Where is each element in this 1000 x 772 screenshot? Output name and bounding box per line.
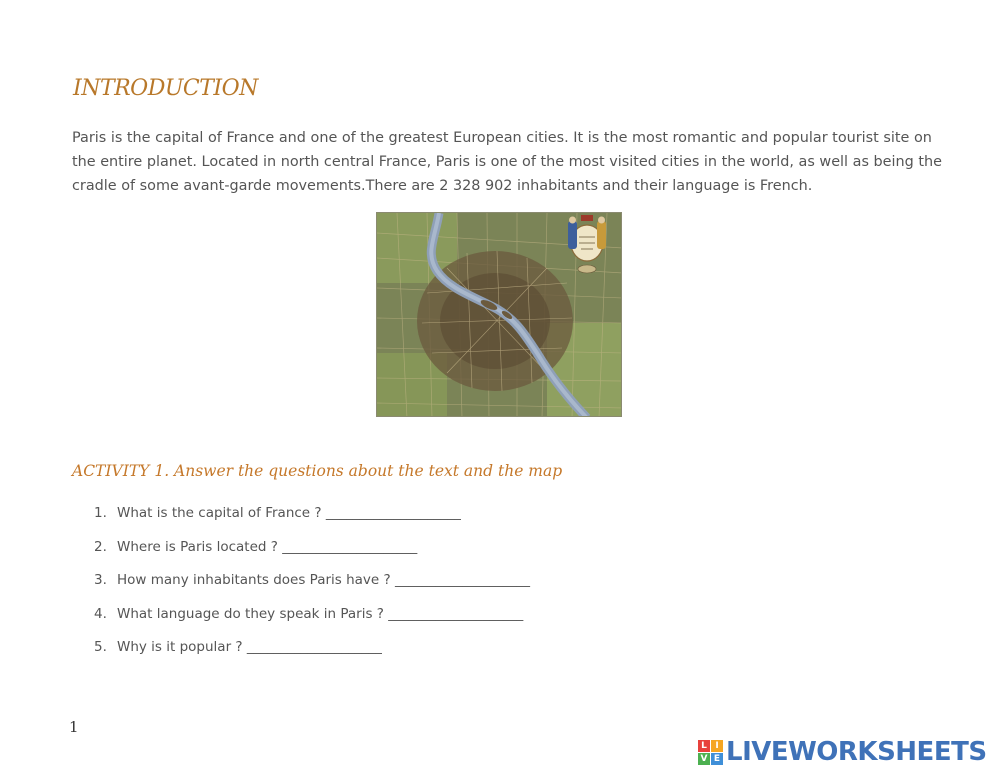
activity-title: ACTIVITY 1. Answer the questions about the text and the map: [72, 462, 563, 480]
question-item: [94, 637, 530, 671]
question-number: 4.: [94, 605, 107, 622]
question-text: Where is Paris located ?: [117, 538, 278, 555]
logo-letter-v: V: [698, 753, 710, 765]
historic-paris-map-icon: [377, 213, 622, 417]
answer-blank[interactable]: ____________________: [246, 639, 382, 655]
paris-map-image: [376, 212, 622, 417]
question-text: What is the capital of France ?: [117, 505, 322, 521]
question-list: [94, 503, 530, 671]
question-text: What language do they speak in Paris ?: [117, 605, 384, 622]
answer-blank[interactable]: ____________________: [282, 538, 418, 555]
answer-blank[interactable]: ____________________: [325, 505, 461, 521]
page-number: 1: [69, 718, 79, 736]
question-number: 1.: [94, 505, 107, 521]
question-number: 2.: [94, 538, 107, 555]
page-heading: INTRODUCTION: [73, 76, 258, 101]
answer-blank[interactable]: ____________________: [394, 572, 530, 588]
question-number: 5.: [94, 639, 107, 655]
logo-letter-l: L: [698, 740, 710, 752]
logo-letter-e: E: [711, 753, 723, 765]
question-item: [94, 503, 530, 537]
question-item: [94, 537, 530, 571]
question-item: [94, 570, 530, 604]
intro-paragraph: Paris is the capital of France and one of the greatest European cities. It is the most romantic and popular tourist site on the entire planet. Located in north central France, Paris is one of the most visited cities in the world, as well as being the cradle of some avant-garde movements.There are 2 328 902 inhabitants and their language is French.: [72, 130, 942, 194]
question-number: 3.: [94, 572, 107, 588]
liveworksheets-logo-icon: [698, 740, 723, 765]
answer-blank[interactable]: ____________________: [388, 605, 524, 622]
brand-name: LIVEWORKSHEETS: [726, 737, 987, 767]
logo-letter-i: I: [711, 740, 723, 752]
liveworksheets-brand[interactable]: [698, 736, 987, 768]
question-text: Why is it popular ?: [117, 639, 243, 655]
question-text: How many inhabitants does Paris have ?: [117, 572, 391, 588]
question-item: [94, 604, 530, 638]
